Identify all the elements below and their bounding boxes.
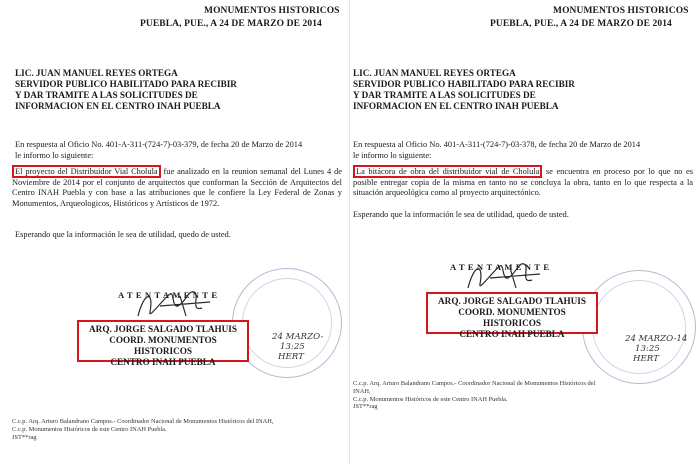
date-header: PUEBLA, PUE., A 24 DE MARZO DE 2014 [140,19,322,29]
intro-line-2: le informo lo siguiente: [353,151,432,160]
addressee-line: INFORMACION EN EL CENTRO INAH PUEBLA [353,101,559,111]
handwritten-line: 13:25 [635,344,660,354]
ccp-line: JST**rag [12,433,37,441]
body-paragraph [12,167,342,209]
addressee-line: Y DAR TRAMITE A LAS SOLICITUDES DE [15,90,198,100]
addressee-block [15,68,237,112]
closing-line: Esperando que la información le sea de utilidad, quedo de usted. [15,230,231,239]
ccp-line: C.c.p. Arq. Arturo Balandrano Campos.- Coordinador Nacional de Monumentos Históricos del INAH, [12,418,274,425]
body-paragraph [353,167,693,199]
body-text: se encuentra en proceso por lo que no es posible entregar copia de la misma en tanto no se concluya la obra, tanto en lo que respecta a la situación arqueológica como al proyecto arquitectónico. [353,167,693,198]
signature-icon [130,286,220,322]
addressee-block [353,68,575,112]
signer-name: ARQ. JORGE SALGADO TLAHUIS [438,296,586,306]
ccp-block [353,380,603,411]
handwritten-receipt [625,334,695,364]
handwritten-receipt [272,332,332,362]
addressee-line: INFORMACION EN EL CENTRO INAH PUEBLA [15,101,221,111]
signer-box [426,292,598,339]
ccp-line: C.c.p. Monumentos Históricos de este Centro INAH Puebla. [353,395,508,403]
highlighted-subject: El proyecto del Distribuidor Vial Cholula [12,165,161,178]
ccp-block [12,418,347,441]
ccp-line: C.c.p. Arq. Arturo Balandrano Campos.- Coordinador Nacional de Monumentos Históricos del INAH, [353,380,596,395]
body-text: fue analizado en la reunion semanal del Lunes 4 de Noviembre de 2014 por el conjunto de arquitectos que conforman la Sección de Arquitectos del Centro INAH Puebla y con base a las atribuciones que le confiere la Ley Federal de Zonas y Monumentos, Arqueologicos, Históricos y Artísticos de 1972. [12,167,343,208]
intro-line: En respuesta al Oficio No. 401-A-311-(724-7)-03-379, de fecha 20 de Marzo de 2014 [15,140,303,149]
document-right [350,0,700,465]
dept-header: MONUMENTOS HISTORICOS [553,6,689,16]
ccp-line: C.c.p. Monumentos Históricos de este Centro INAH Puebla. [12,425,167,433]
handwritten-line: HERT [633,354,659,364]
atentamente-label: ATENTAMENTE [118,290,221,300]
atentamente-label: ATENTAMENTE [450,262,553,272]
addressee-line: SERVIDOR PUBLICO HABILITADO PARA RECIBIR [353,79,575,89]
handwritten-line: 13:25 [280,342,305,352]
highlighted-subject: La bitácora de obra del distribuidor vial de Cholula [353,165,542,178]
handwritten-line: HERT [278,352,304,362]
addressee-line: LIC. JUAN MANUEL REYES ORTEGA [353,68,516,78]
intro-line: En respuesta al Oficio No. 401-A-311-(724-7)-03-378, de fecha 20 de Marzo de 2014 [353,140,641,149]
signer-office: CENTRO INAH PUEBLA [459,329,565,339]
signature-icon [460,258,550,294]
signer-office: CENTRO INAH PUEBLA [110,357,216,367]
addressee-line: LIC. JUAN MANUEL REYES ORTEGA [15,68,178,78]
ccp-line: JST**rag [353,403,378,411]
handwritten-line: 24 MARZO-14 [625,334,688,344]
handwritten-line: 24 MARZO- [272,332,324,342]
signer-title: COORD. MONUMENTOS HISTORICOS [458,307,566,328]
addressee-line: Y DAR TRAMITE A LAS SOLICITUDES DE [353,90,536,100]
addressee-line: SERVIDOR PUBLICO HABILITADO PARA RECIBIR [15,79,237,89]
date-header: PUEBLA, PUE., A 24 DE MARZO DE 2014 [490,19,672,29]
dept-header: MONUMENTOS HISTORICOS [204,6,340,16]
signer-box [77,320,249,367]
signer-title: COORD. MONUMENTOS HISTORICOS [109,335,217,356]
signer-name: ARQ. JORGE SALGADO TLAHUIS [89,324,237,334]
intro-line-2: le informo lo siguiente: [15,151,94,160]
closing-line: Esperando que la información le sea de utilidad, quedo de usted. [353,210,569,219]
